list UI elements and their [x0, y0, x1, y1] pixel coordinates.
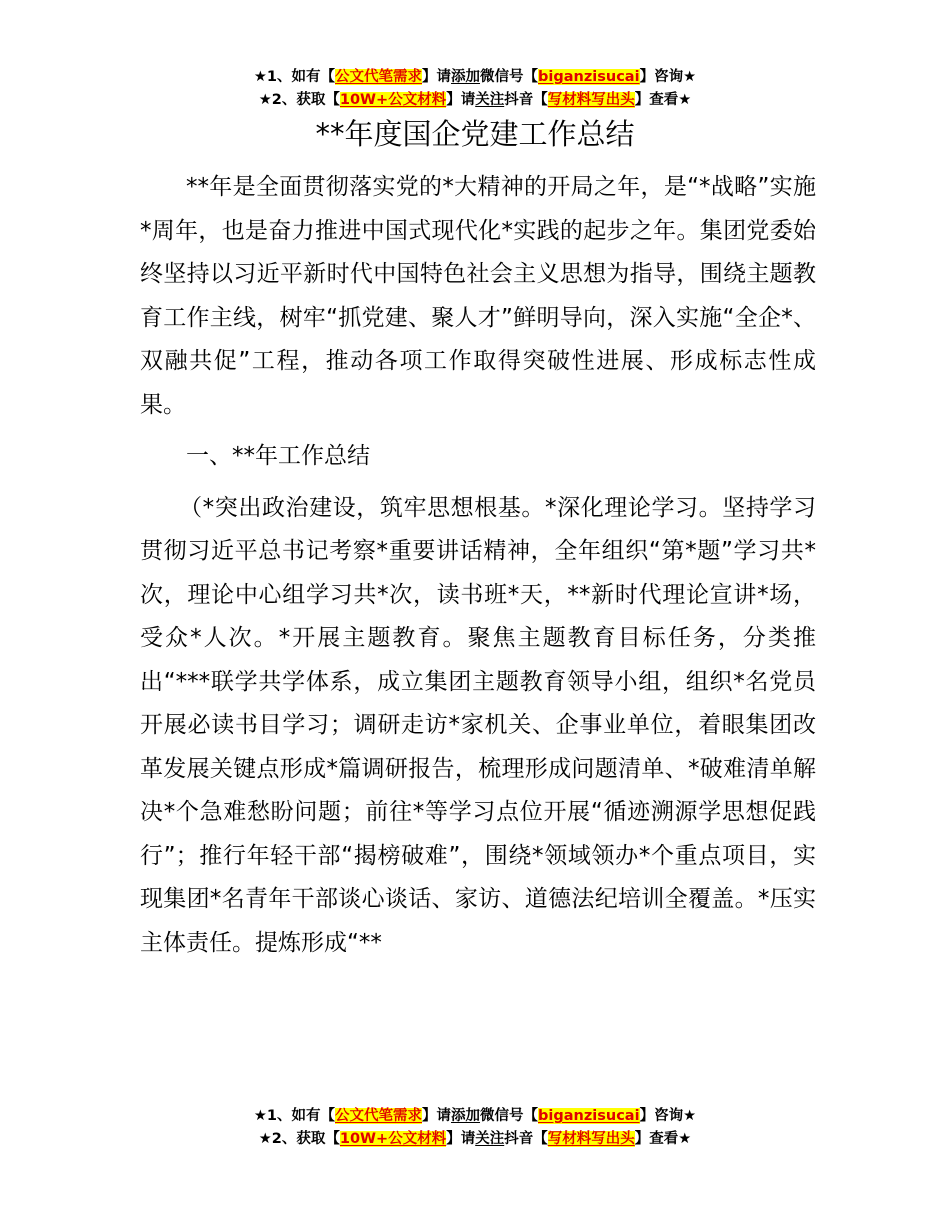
- banner-line-1: [0, 1105, 950, 1128]
- banner-text: 微信号【: [480, 69, 539, 85]
- banner-highlight: biganzisucai: [538, 69, 640, 85]
- banner-underlined-text: 添加: [451, 69, 481, 85]
- banner-highlight: 10W+公文材料: [339, 1131, 447, 1147]
- banner-text: 抖音【: [504, 92, 548, 108]
- banner-text: 】咨询★: [639, 1108, 697, 1124]
- section-heading: 一、**年工作总结: [186, 443, 370, 469]
- footer-banner: [0, 1105, 950, 1151]
- banner-text: ★2、获取【: [258, 92, 340, 108]
- banner-line-1: [0, 66, 950, 89]
- banner-line-2: [0, 89, 950, 112]
- banner-highlight: 写材料写出头: [547, 1131, 635, 1147]
- banner-text: 抖音【: [504, 1131, 548, 1147]
- banner-highlight: 公文代笔需求: [335, 69, 423, 85]
- banner-highlight: 10W+公文材料: [339, 92, 447, 108]
- document-title: **年度国企党建工作总结: [315, 117, 635, 151]
- banner-text: ★2、获取【: [258, 1131, 340, 1147]
- banner-text: 】咨询★: [639, 69, 697, 85]
- banner-text: 】请: [446, 92, 476, 108]
- banner-text: ★1、如有【: [253, 1108, 336, 1124]
- banner-text: 】查看★: [634, 92, 692, 108]
- banner-highlight: 写材料写出头: [547, 92, 635, 108]
- banner-text: 】请: [446, 1131, 476, 1147]
- document-body: [140, 166, 816, 973]
- banner-underlined-text: 关注: [475, 92, 505, 108]
- banner-line-2: [0, 1128, 950, 1151]
- banner-text: 微信号【: [480, 1108, 539, 1124]
- banner-text: 】查看★: [634, 1131, 692, 1147]
- banner-text: 】请: [422, 69, 452, 85]
- banner-underlined-text: 关注: [475, 1131, 505, 1147]
- paragraph-section-1: （*突出政治建设，筑牢思想根基。*深化理论学习。坚持学习贯彻习近平总书记考察*重要讲话精神，全年组织“第*题”学习共*次，理论中心组学习共*次，读书班*天，**新时代理论宣讲*场，受众*人次。*开展主题教育。聚焦主题教育目标任务，分类推出“***联学共学体系，成立集团主题教育领导小组，组织*名党员开展必读书目学习；调研走访*家机关、企事业单位，着眼集团改革发展关键点形成*篇调研报告，梳理形成问题清单、*破难清单解决*个急难愁盼问题；前往*等学习点位开展“循迹溯源学思想促践行”；推行年轻干部“揭榜破难”，围绕*领域领办*个重点项目，实现集团*名青年干部谈心谈话、家访、道德法纪培训全覆盖。*压实主体责任。提炼形成“**: [140, 494, 816, 956]
- banner-highlight: 公文代笔需求: [335, 1108, 423, 1124]
- banner-text: ★1、如有【: [253, 69, 336, 85]
- banner-underlined-text: 添加: [451, 1108, 481, 1124]
- banner-highlight: biganzisucai: [538, 1108, 640, 1124]
- paragraph-intro: **年是全面贯彻落实党的*大精神的开局之年，是“*战略”实施*周年，也是奋力推进中国式现代化*实践的起步之年。集团党委始终坚持以习近平新时代中国特色社会主义思想为指导，围绕主题教育工作主线，树牢“抓党建、聚人才”鲜明导向，深入实施“全企*、双融共促”工程，推动各项工作取得突破性进展、形成标志性成果。: [140, 174, 816, 418]
- header-banner: [0, 66, 950, 112]
- banner-text: 】请: [422, 1108, 452, 1124]
